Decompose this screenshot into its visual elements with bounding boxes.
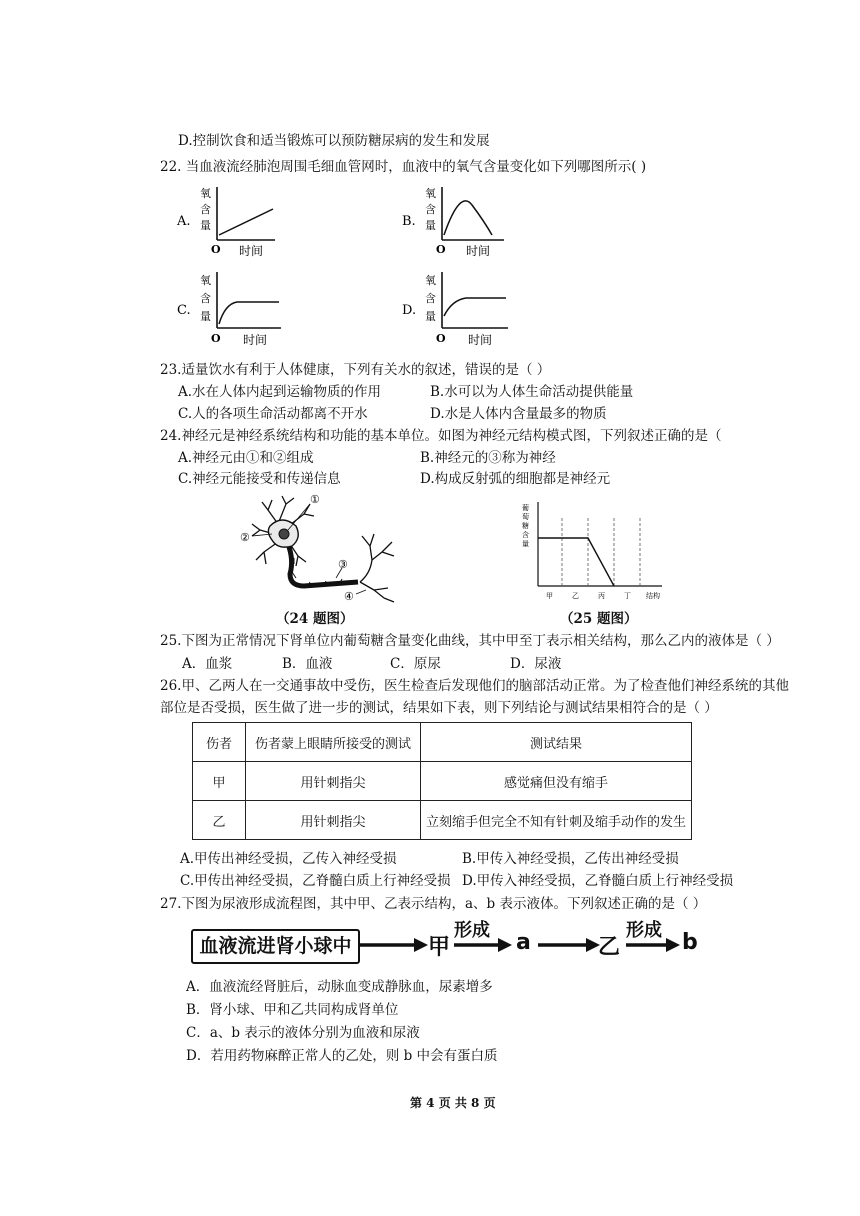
flow-arrow-3 [536,935,602,955]
chart-d-xlabel: 时间 [468,333,493,347]
q25-option-b: B．血液 [282,656,333,672]
chart-c-ylabel-1: 氧 [200,274,211,287]
chart-a-ylabel-2: 含 [200,203,211,216]
chart-c-origin: O [211,332,221,345]
q24-stem: 24.神经元是神经系统结构和功能的基本单位。如图为神经元结构模式图，下列叙述正确的是（ [160,428,722,444]
q27-stem: 27.下图为尿液形成流程图，其中甲、乙表示结构，a、b 表示液体。下列叙述正确的是（ ） [160,896,707,912]
chart-b-ylabel-1: 氧 [425,187,436,200]
flow-arrow-4-label: 形成 [626,920,662,941]
flow-arrow-1 [358,935,430,955]
chart-b-svg [400,183,520,265]
chart-a-ylabel-1: 氧 [200,187,211,200]
neuron-figure [238,490,408,612]
neuron-label-1: ① [310,493,320,506]
chart-b-curve [444,201,492,235]
q22-stem: 22. 当血液流经肺泡周围毛细血管网时，血液中的氧气含量变化如下列哪图所示( ) [160,159,647,175]
fig25-svg [520,498,670,606]
table-header-cell: 伤者蒙上眼睛所接受的测试 [246,723,421,762]
chart-b-letter: B. [402,214,416,229]
neuron-svg [238,490,408,608]
chart-c-ylabel-2: 含 [200,292,211,305]
chart-a-xlabel: 时间 [239,244,264,258]
flow-arrow-4 [624,935,682,955]
chart-a-curve [219,209,273,235]
q26-stem-line1: 26.甲、乙两人在一交通事故中受伤，医生检查后发现他们的脑部活动正常。为了检查他们神经系统的其他 [160,678,789,694]
chart-a-origin: O [211,243,221,256]
table-header-cell: 伤者 [193,723,246,762]
neuron-terminals [360,534,394,602]
fig25-ylabel-2: 萄 [522,513,529,521]
q22-chart-d [400,268,520,350]
q26-option-a: A.甲传出神经受损，乙传入神经受损 [180,851,397,867]
flow-start-box: 血液流进肾小球中 [191,929,360,964]
chart-d-ylabel-1: 氧 [425,274,436,287]
neuron-label-2: ② [240,531,250,544]
chart-d-ylabel-3: 量 [425,310,436,323]
q26-option-c: C.甲传出神经受损，乙脊髓白质上行神经受损 [180,873,451,889]
q23-stem: 23.适量饮水有利于人体健康，下列有关水的叙述，错误的是（ ） [160,362,551,378]
q27-option-c: C．a、b 表示的液体分别为血液和尿液 [186,1025,420,1041]
chart-c-letter: C. [177,303,191,318]
q25-option-d: D．尿液 [510,656,562,672]
chart-a-ylabel-3: 量 [200,219,211,232]
table-cell: 用针刺指尖 [246,762,421,801]
chart-d-letter: D. [402,303,417,318]
q22-chart-b [400,183,520,265]
fig25-curve [538,538,614,586]
q26-option-b: B.甲传入神经受损，乙传出神经受损 [462,851,679,867]
chart-d-svg [400,268,520,350]
chart-c-xlabel: 时间 [243,333,268,347]
fig25-ylabel-3: 糖 [522,522,529,530]
q23-option-a: A.水在人体内起到运输物质的作用 [178,384,382,400]
q22-chart-c [175,268,295,350]
chart-a-letter: A. [177,214,191,229]
chart-b-origin: O [436,243,446,256]
neuron-label-3: ③ [338,558,348,571]
q23-option-d: D.水是人体内含量最多的物质 [430,406,607,422]
fig25-xtick-1: 甲 [546,592,553,600]
q24-option-b: B.神经元的③称为神经 [420,450,556,466]
flow-arrow-2 [452,935,514,955]
q27-option-b: B．肾小球、甲和乙共同构成肾单位 [186,1002,399,1018]
fig25-caption: （25 题图） [560,611,638,627]
q27-option-d: D．若用药物麻醉正常人的乙处，则 b 中会有蛋白质 [186,1048,498,1064]
q26-option-d: D.甲传入神经受损，乙脊髓白质上行神经受损 [462,873,734,889]
chart-c-svg [175,268,295,350]
fig25-ylabel-5: 量 [522,540,529,548]
chart-d-origin: O [436,332,446,345]
chart-b-ylabel-3: 量 [425,219,436,232]
chart-a-svg [175,183,285,265]
q24-option-c: C.神经元能接受和传递信息 [178,471,341,487]
flow-node-b: b [682,930,698,955]
fig24-caption: （24 题图） [276,611,354,627]
table-header-cell: 测试结果 [421,723,692,762]
q26-result-table [192,722,692,840]
q26-stem-line2: 部位是否受损，医生做了进一步的测试，结果如下表，则下列结论与测试结果相符合的是（ ） [160,700,718,716]
flow-node-yi: 乙 [598,935,621,960]
fig25-chart [520,498,670,610]
neuron-label-4: ④ [344,590,354,603]
table-cell: 用针刺指尖 [246,801,421,840]
fig25-xtick-2: 乙 [572,592,579,600]
q27-option-a: A．血液流经肾脏后，动脉血变成静脉血，尿素增多 [186,979,493,995]
q24-option-d: D.构成反射弧的细胞都是神经元 [420,471,611,487]
flow-node-jia: 甲 [428,935,451,960]
chart-c-curve [219,302,279,324]
fig25-ylabel-1: 葡 [522,504,529,512]
q25-stem: 25.下图为正常情况下肾单位内葡萄糖含量变化曲线，其中甲至丁表示相关结构，那么乙内的液体是（ ） [160,633,780,649]
table-row [193,762,692,801]
fig25-ylabel-4: 含 [522,531,529,539]
q25-option-a: A．血浆 [182,656,233,672]
chart-d-ylabel-2: 含 [425,292,436,305]
table-header-row [193,723,692,762]
chart-d-curve [444,298,506,316]
chart-b-xlabel: 时间 [466,244,491,258]
fig25-xtick-3: 丙 [598,592,605,600]
q25-option-c: C．原尿 [390,656,441,672]
neuron-nucleus [279,529,289,539]
fig25-xtick-5: 结构 [646,592,660,600]
q23-option-b: B.水可以为人体生命活动提供能量 [430,384,634,400]
chart-c-ylabel-3: 量 [200,310,211,323]
table-cell: 立刻缩手但完全不知有针刺及缩手动作的发生 [421,801,692,840]
page-footer: 第 4 页 共 8 页 [410,1096,496,1110]
fig25-xtick-4: 丁 [624,592,631,600]
flow-node-a: a [516,930,531,955]
q21-option-d: D.控制饮食和适当锻炼可以预防糖尿病的发生和发展 [178,133,490,149]
q24-option-a: A.神经元由①和②组成 [178,450,314,466]
table-cell: 乙 [193,801,246,840]
table-cell: 感觉痛但没有缩手 [421,762,692,801]
q22-chart-a [175,183,285,265]
table-row [193,801,692,840]
table-cell: 甲 [193,762,246,801]
q23-option-c: C.人的各项生命活动都离不开水 [178,406,368,422]
flow-arrow-2-label: 形成 [454,920,490,941]
chart-b-ylabel-2: 含 [425,203,436,216]
